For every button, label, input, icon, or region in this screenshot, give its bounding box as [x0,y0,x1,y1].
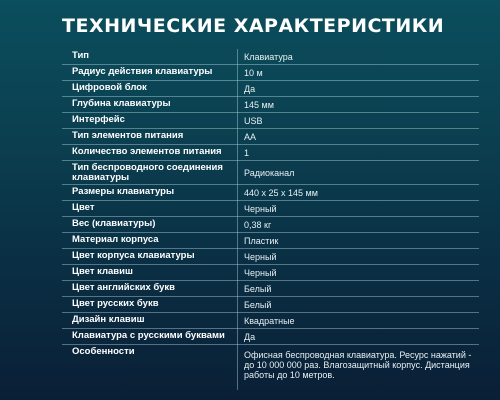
spec-label: Размеры клавиатуры [72,186,175,197]
column-divider [237,281,238,297]
spec-label: Цвет английских букв [72,282,175,293]
spec-row [62,161,479,185]
spec-row [62,97,479,113]
spec-label: Цифровой блок [72,82,147,93]
column-divider [237,201,238,217]
spec-row [62,233,479,249]
spec-label: Тип беспроводного соединения клавиатуры [72,162,223,183]
column-divider [237,129,238,145]
spec-value: 0,38 кг [244,220,272,230]
spec-row [62,217,479,233]
specs-table [62,49,479,390]
column-divider [237,81,238,97]
spec-row [62,49,479,65]
column-divider [237,161,238,185]
spec-row [62,129,479,145]
spec-row [62,81,479,97]
spec-label: Тип [72,50,90,61]
page-title: ТЕХНИЧЕСКИЕ ХАРАКТЕРИСТИКИ [62,15,445,37]
spec-value: Офисная беспроводная клавиатура. Ресурс нажатий - до 10 000 000 раз. Влагозащитный корпус. Дистанция работы до 10 метров. [244,350,472,380]
column-divider [237,49,238,65]
column-divider [237,185,238,201]
spec-row [62,65,479,81]
spec-label: Клавиатура с русскими буквами [72,330,225,341]
spec-row [62,329,479,345]
spec-value: USB [244,116,263,126]
spec-value: Клавиатура [244,52,293,62]
spec-value: 1 [244,148,250,158]
spec-row [62,249,479,265]
column-divider [237,145,238,161]
spec-value: 440 x 25 x 145 мм [244,188,318,198]
column-divider [237,249,238,265]
spec-value: Да [244,332,256,342]
spec-value: Радиоканал [244,168,295,178]
spec-value: 10 м [244,68,263,78]
spec-value: Белый [244,300,272,310]
column-divider [237,329,238,345]
spec-row [62,113,479,129]
spec-value: Квадратные [244,316,295,326]
spec-label: Цвет русских букв [72,298,159,309]
spec-row [62,201,479,217]
spec-value: Черный [244,252,277,262]
spec-value: AA [244,132,257,142]
spec-value: Белый [244,284,272,294]
spec-row [62,145,479,161]
column-divider [237,97,238,113]
spec-row [62,265,479,281]
spec-row [62,281,479,297]
spec-label: Цвет клавиш [72,266,133,277]
spec-row [62,297,479,313]
column-divider [237,297,238,313]
spec-value: Черный [244,204,277,214]
spec-row [62,185,479,201]
spec-row [62,345,479,390]
spec-label: Дизайн клавиш [72,314,145,325]
column-divider [237,65,238,81]
spec-value: 145 мм [244,100,274,110]
spec-label: Количество элементов питания [72,146,222,157]
column-divider [237,265,238,281]
column-divider [237,345,238,390]
column-divider [237,233,238,249]
spec-label: Вес (клавиатуры) [72,218,156,229]
spec-label: Глубина клавиатуры [72,98,171,109]
spec-label: Материал корпуса [72,234,159,245]
column-divider [237,313,238,329]
spec-label: Цвет корпуса клавиатуры [72,250,195,261]
spec-label: Тип элементов питания [72,130,184,141]
column-divider [237,217,238,233]
spec-value: Пластик [244,236,279,246]
spec-label: Интерфейс [72,114,125,125]
column-divider [237,113,238,129]
spec-value: Черный [244,268,277,278]
spec-row [62,313,479,329]
spec-label: Особенности [72,346,135,357]
spec-label: Радиус действия клавиатуры [72,66,213,77]
spec-label: Цвет [72,202,95,213]
spec-value: Да [244,84,256,94]
